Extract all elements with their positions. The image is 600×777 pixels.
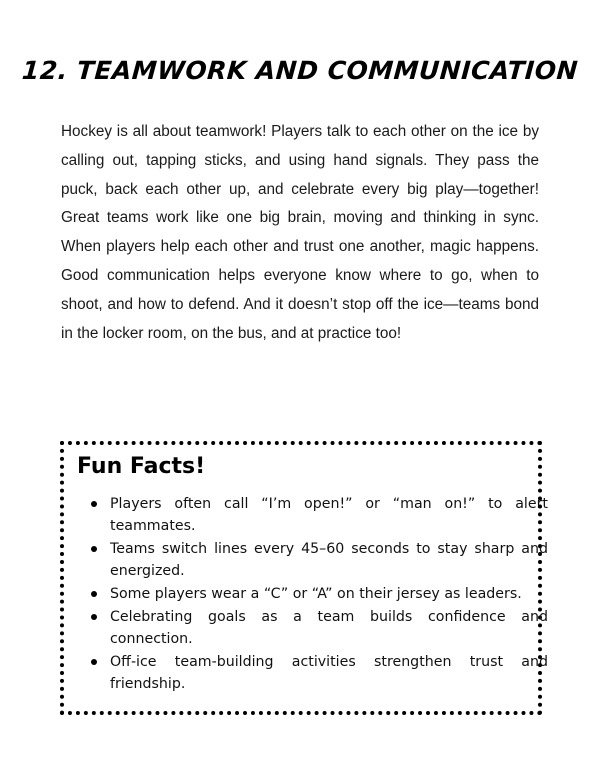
fun-fact-item (110, 651, 548, 695)
fun-facts-heading: Fun Facts! (77, 454, 206, 479)
fun-fact-text: Some players wear a “C” or “A” on their jersey as leaders. (110, 586, 522, 602)
fun-fact-text: Off-ice team-building activities strengthen trust and friendship. (110, 654, 548, 692)
fun-facts-list (88, 493, 548, 696)
fun-fact-text: Players often call “I’m open!” or “man on!” to alert teammates. (110, 496, 548, 534)
bullet-icon (91, 501, 97, 507)
fun-fact-item (110, 583, 548, 605)
bullet-icon (91, 591, 97, 597)
fun-facts-box (60, 441, 548, 715)
bullet-icon (91, 546, 97, 552)
page-title: 12. TEAMWORK AND COMMUNICATION (21, 56, 579, 85)
fun-fact-text: Celebrating goals as a team builds confidence and connection. (110, 609, 548, 647)
fun-fact-item (110, 493, 548, 537)
fun-fact-text: Teams switch lines every 45–60 seconds to stay sharp and energized. (110, 541, 548, 579)
bullet-icon (91, 614, 97, 620)
bullet-icon (91, 659, 97, 665)
fun-fact-item (110, 538, 548, 582)
fun-fact-item (110, 606, 548, 650)
body-paragraph: Hockey is all about teamwork! Players talk to each other on the ice by calling out, tapping sticks, and using hand signals. They pass the puck, back each other up, and celebrate every big play—together! Great teams work like one big brain, moving and thinking in sync. When players help each other and trust one another, magic happens. Good communication helps everyone know where to go, when to shoot, and how to defend. And it doesn’t stop off the ice—teams bond in the locker room, on the bus, and at practice too! (61, 123, 539, 342)
